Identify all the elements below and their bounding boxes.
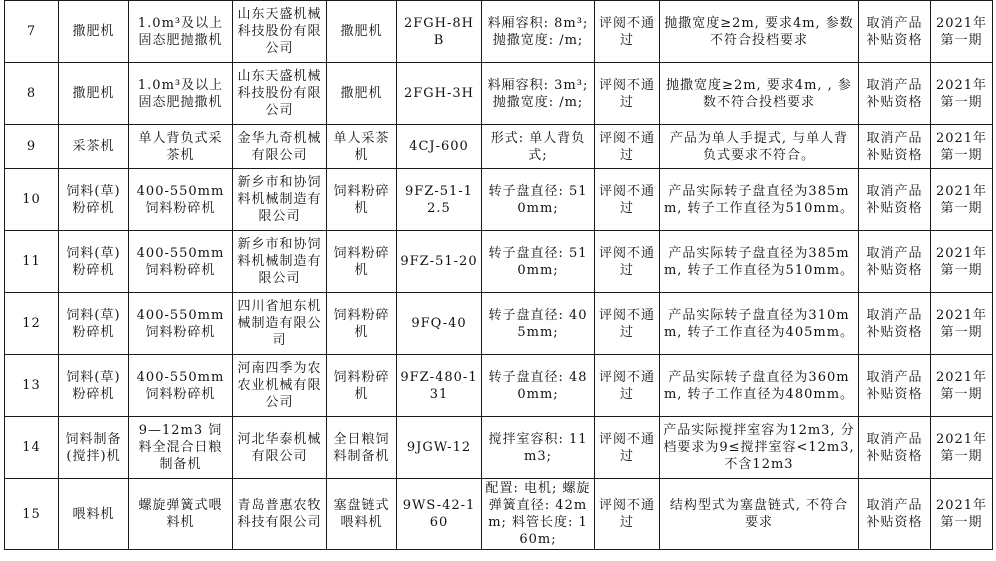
table-row	[5, 355, 993, 417]
cell-row-number: 7	[5, 1, 59, 63]
cell-machine-name: 喂料机	[59, 479, 129, 550]
cell-machine-name: 饲料制备(搅拌)机	[59, 417, 129, 479]
table-row	[5, 1, 993, 63]
cell-review-result: 评阅不通过	[595, 355, 660, 417]
cell-reason: 抛撒宽度≥2m, 要求4m, , 参数不符合投档要求	[660, 63, 859, 125]
cell-manufacturer: 金华九奇机械有限公司	[233, 125, 327, 169]
cell-spec-category: 400-550mm 饲料粉碎机	[129, 231, 233, 293]
cell-spec-category: 400-550mm 饲料粉碎机	[129, 355, 233, 417]
cell-action: 取消产品补贴资格	[859, 63, 931, 125]
cell-parameters: 料厢容积: 8m³; 抛撒宽度: /m;	[482, 1, 595, 63]
cell-product-name: 塞盘链式喂料机	[327, 479, 397, 550]
cell-action: 取消产品补贴资格	[859, 1, 931, 63]
cell-manufacturer: 四川省旭东机械制造有限公司	[233, 293, 327, 355]
cell-spec-category: 1.0m³及以上固态肥抛撒机	[129, 63, 233, 125]
cell-period: 2021年第一期	[931, 1, 993, 63]
cell-model-number: 9JGW-12	[397, 417, 482, 479]
cell-reason: 产品实际搅拌室容为12m3, 分档要求为9≤搅拌室容<12m3, 不含12m3	[660, 417, 859, 479]
cell-model-number: 4CJ-600	[397, 125, 482, 169]
cell-product-name: 全日粮饲料制备机	[327, 417, 397, 479]
cell-reason: 产品实际转子盘直径为385mm, 转子工作直径为510mm。	[660, 231, 859, 293]
cell-row-number: 11	[5, 231, 59, 293]
table-row	[5, 231, 993, 293]
cell-machine-name: 饲料(草)粉碎机	[59, 169, 129, 231]
cell-review-result: 评阅不通过	[595, 169, 660, 231]
table-row	[5, 417, 993, 479]
cell-action: 取消产品补贴资格	[859, 231, 931, 293]
cell-row-number: 10	[5, 169, 59, 231]
table-row	[5, 293, 993, 355]
cell-period: 2021年第一期	[931, 479, 993, 550]
cell-parameters: 料厢容积: 3m³; 抛撒宽度: /m;	[482, 63, 595, 125]
table-row	[5, 479, 993, 550]
cell-manufacturer: 河南四季为农农业机械有限公司	[233, 355, 327, 417]
cell-machine-name: 撒肥机	[59, 1, 129, 63]
cell-review-result: 评阅不通过	[595, 479, 660, 550]
cell-review-result: 评阅不通过	[595, 1, 660, 63]
cell-reason: 抛撒宽度≥2m, 要求4m, 参数不符合投档要求	[660, 1, 859, 63]
cell-row-number: 14	[5, 417, 59, 479]
cell-machine-name: 饲料(草)粉碎机	[59, 355, 129, 417]
cell-model-number: 2FGH-3H	[397, 63, 482, 125]
cell-review-result: 评阅不通过	[595, 417, 660, 479]
cell-review-result: 评阅不通过	[595, 231, 660, 293]
cell-product-name: 饲料粉碎机	[327, 293, 397, 355]
cell-model-number: 2FGH-8HB	[397, 1, 482, 63]
cell-manufacturer: 新乡市和协饲料机械制造有限公司	[233, 169, 327, 231]
cell-row-number: 15	[5, 479, 59, 550]
cell-parameters: 转子盘直径: 510mm;	[482, 231, 595, 293]
table-row	[5, 125, 993, 169]
cell-model-number: 9FQ-40	[397, 293, 482, 355]
cell-product-name: 单人采茶机	[327, 125, 397, 169]
cell-action: 取消产品补贴资格	[859, 355, 931, 417]
cell-product-name: 饲料粉碎机	[327, 231, 397, 293]
cell-product-name: 饲料粉碎机	[327, 169, 397, 231]
cell-reason: 产品为单人手提式, 与单人背负式要求不符合。	[660, 125, 859, 169]
cell-product-name: 撒肥机	[327, 63, 397, 125]
cell-period: 2021年第一期	[931, 293, 993, 355]
cell-machine-name: 饲料(草)粉碎机	[59, 293, 129, 355]
cell-spec-category: 400-550mm 饲料粉碎机	[129, 293, 233, 355]
cell-machine-name: 采茶机	[59, 125, 129, 169]
cell-period: 2021年第一期	[931, 417, 993, 479]
cell-period: 2021年第一期	[931, 125, 993, 169]
cell-action: 取消产品补贴资格	[859, 125, 931, 169]
cell-model-number: 9FZ-480-131	[397, 355, 482, 417]
cell-spec-category: 单人背负式采茶机	[129, 125, 233, 169]
cell-manufacturer: 山东天盛机械科技股份有限公司	[233, 63, 327, 125]
cell-machine-name: 撒肥机	[59, 63, 129, 125]
cell-reason: 结构型式为塞盘链式, 不符合要求	[660, 479, 859, 550]
cell-spec-category: 螺旋弹簧式喂料机	[129, 479, 233, 550]
cell-model-number: 9FZ-51-12.5	[397, 169, 482, 231]
cell-model-number: 9WS-42-160	[397, 479, 482, 550]
cell-spec-category: 1.0m³及以上固态肥抛撒机	[129, 1, 233, 63]
cell-spec-category: 400-550mm 饲料粉碎机	[129, 169, 233, 231]
table-row	[5, 169, 993, 231]
results-table	[4, 0, 993, 550]
cell-parameters: 形式: 单人背负式;	[482, 125, 595, 169]
cell-spec-category: 9—12m3 饲料全混合日粮制备机	[129, 417, 233, 479]
cell-model-number: 9FZ-51-20	[397, 231, 482, 293]
cell-parameters: 搅拌室容积: 11m3;	[482, 417, 595, 479]
cell-review-result: 评阅不通过	[595, 293, 660, 355]
cell-manufacturer: 新乡市和协饲料机械制造有限公司	[233, 231, 327, 293]
cell-manufacturer: 青岛普惠农牧科技有限公司	[233, 479, 327, 550]
cell-parameters: 转子盘直径: 480mm;	[482, 355, 595, 417]
cell-action: 取消产品补贴资格	[859, 417, 931, 479]
cell-reason: 产品实际转子盘直径为385mm, 转子工作直径为510mm。	[660, 169, 859, 231]
cell-parameters: 转子盘直径: 405mm;	[482, 293, 595, 355]
table-body	[5, 1, 993, 550]
cell-reason: 产品实际转子盘直径为360mm, 转子工作直径为480mm。	[660, 355, 859, 417]
cell-action: 取消产品补贴资格	[859, 169, 931, 231]
cell-manufacturer: 山东天盛机械科技股份有限公司	[233, 1, 327, 63]
cell-period: 2021年第一期	[931, 355, 993, 417]
cell-period: 2021年第一期	[931, 169, 993, 231]
cell-product-name: 撒肥机	[327, 1, 397, 63]
cell-product-name: 饲料粉碎机	[327, 355, 397, 417]
cell-parameters: 配置: 电机; 螺旋弹簧直径: 42mm; 料管长度: 160m;	[482, 479, 595, 550]
cell-parameters: 转子盘直径: 510mm;	[482, 169, 595, 231]
table-row	[5, 63, 993, 125]
cell-row-number: 12	[5, 293, 59, 355]
cell-period: 2021年第一期	[931, 231, 993, 293]
cell-row-number: 9	[5, 125, 59, 169]
cell-review-result: 评阅不通过	[595, 63, 660, 125]
cell-action: 取消产品补贴资格	[859, 293, 931, 355]
cell-machine-name: 饲料(草)粉碎机	[59, 231, 129, 293]
cell-row-number: 8	[5, 63, 59, 125]
cell-manufacturer: 河北华泰机械有限公司	[233, 417, 327, 479]
cell-row-number: 13	[5, 355, 59, 417]
cell-review-result: 评阅不通过	[595, 125, 660, 169]
cell-period: 2021年第一期	[931, 63, 993, 125]
cell-action: 取消产品补贴资格	[859, 479, 931, 550]
cell-reason: 产品实际转子盘直径为310mm, 转子工作直径为405mm。	[660, 293, 859, 355]
